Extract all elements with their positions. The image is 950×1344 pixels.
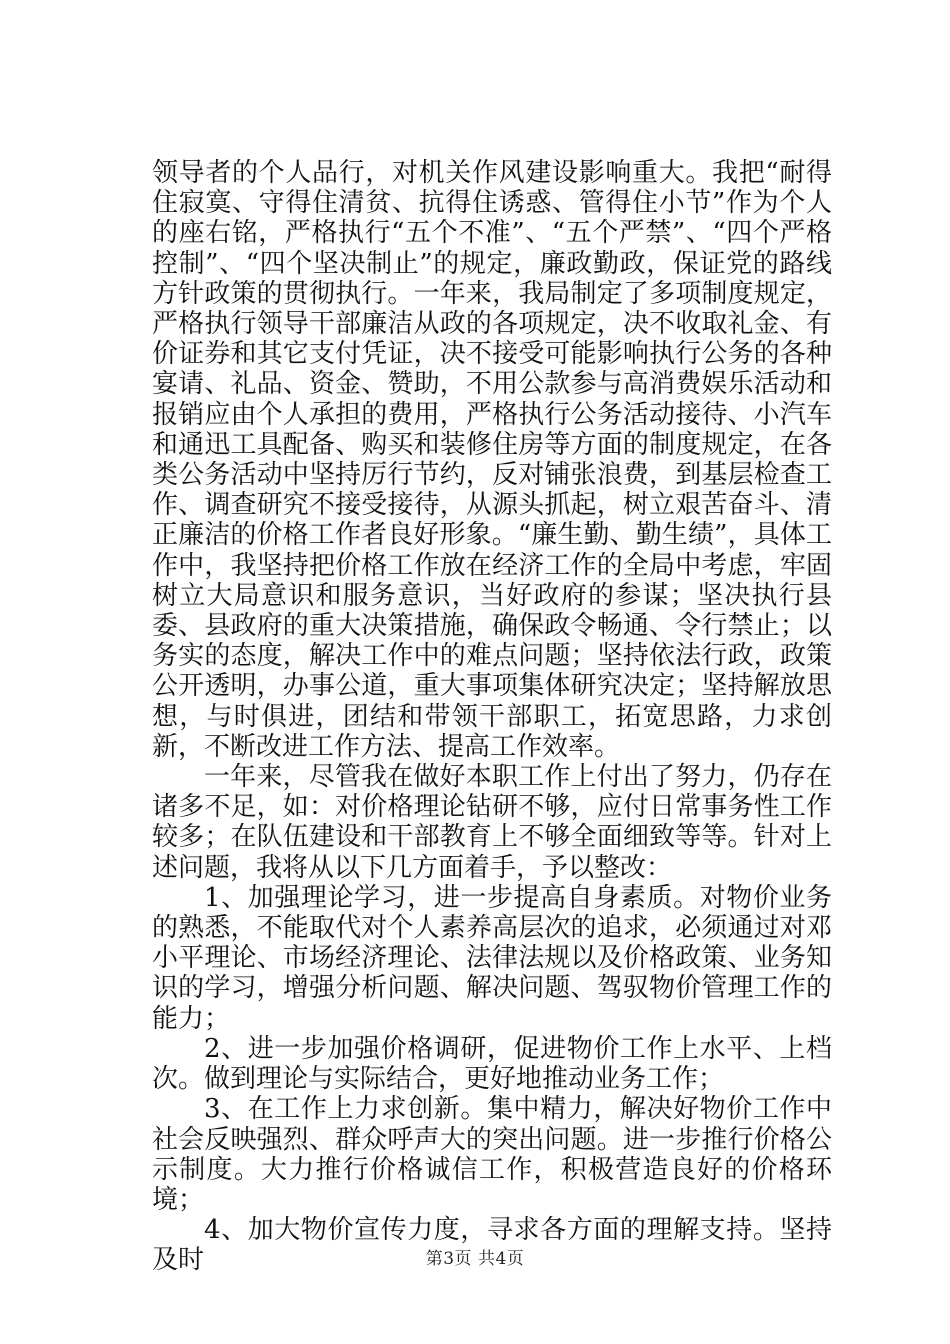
paragraph-1: 领导者的个人品行，对机关作风建设影响重大。我把“耐得住寂寞、守得住清贫、抗得住诱惑、管得住小节”作为个人的座右铭，严格执行“五个不准”、“五个严禁”、“四个严格控制”、“四个坚决制止”的规定，廉政勤政，保证党的路线方针政策的贯彻执行。一年来，我局制定了多项制度规定，严格执行领导干部廉洁从政的各项规定，决不收取礼金、有价证券和其它支付凭证，决不接受可能影响执行公务的各种宴请、礼品、资金、赞助，不用公款参与高消费娱乐活动和报销应由个人承担的费用，严格执行公务活动接待、小汽车和通迅工具配备、购买和装修住房等方面的制度规定，在各类公务活动中坚持厉行节约，反对铺张浪费，到基层检查工作、调查研究不接受接待，从源头抓起，树立艰苦奋斗、清正廉洁的价格工作者良好形象。“廉生勤、勤生绩”，具体工作中，我坚持把价格工作放在经济工作的全局中考虑，牢固树立大局意识和服务意识，当好政府的参谋；坚决执行县委、县政府的重大决策措施，确保政令畅通、令行禁止；以务实的态度，解决工作中的难点问题；坚持依法行政，政策公开透明，办事公道，重大事项集体研究决定；坚持解放思想，与时俱进，团结和带领干部职工，拓宽思路，力求创新，不断改进工作方法、提高工作效率。 bbox=[152, 158, 832, 762]
page-number-footer: 第3页 共4页 bbox=[425, 1249, 525, 1269]
paragraph-2: 一年来，尽管我在做好本职工作上付出了努力，仍存在诸多不足，如：对价格理论钻研不够，应付日常事务性工作较多；在队伍建设和干部教育上不够全面细致等等。针对上述问题，我将从以下几方面着手，予以整改： bbox=[152, 762, 832, 883]
paragraph-6: 4、加大物价宣传力度，寻求各方面的理解支持。坚持及时 bbox=[152, 1215, 832, 1276]
paragraph-5: 3、在工作上力求创新。集中精力，解决好物价工作中社会反映强烈、群众呼声大的突出问题。进一步推行价格公示制度。大力推行价格诚信工作，积极营造良好的价格环境； bbox=[152, 1094, 832, 1215]
paragraph-4: 2、进一步加强价格调研，促进物价工作上水平、上档次。做到理论与实际结合，更好地推动业务工作； bbox=[152, 1033, 832, 1095]
paragraph-3: 1、加强理论学习，进一步提高自身素质。对物价业务的熟悉，不能取代对个人素养高层次的追求，必须通过对邓小平理论、市场经济理论、法律法规以及价格政策、业务知识的学习，增强分析问题、解决问题、驾驭物价管理工作的能力； bbox=[152, 882, 832, 1034]
document-body bbox=[152, 158, 832, 1276]
